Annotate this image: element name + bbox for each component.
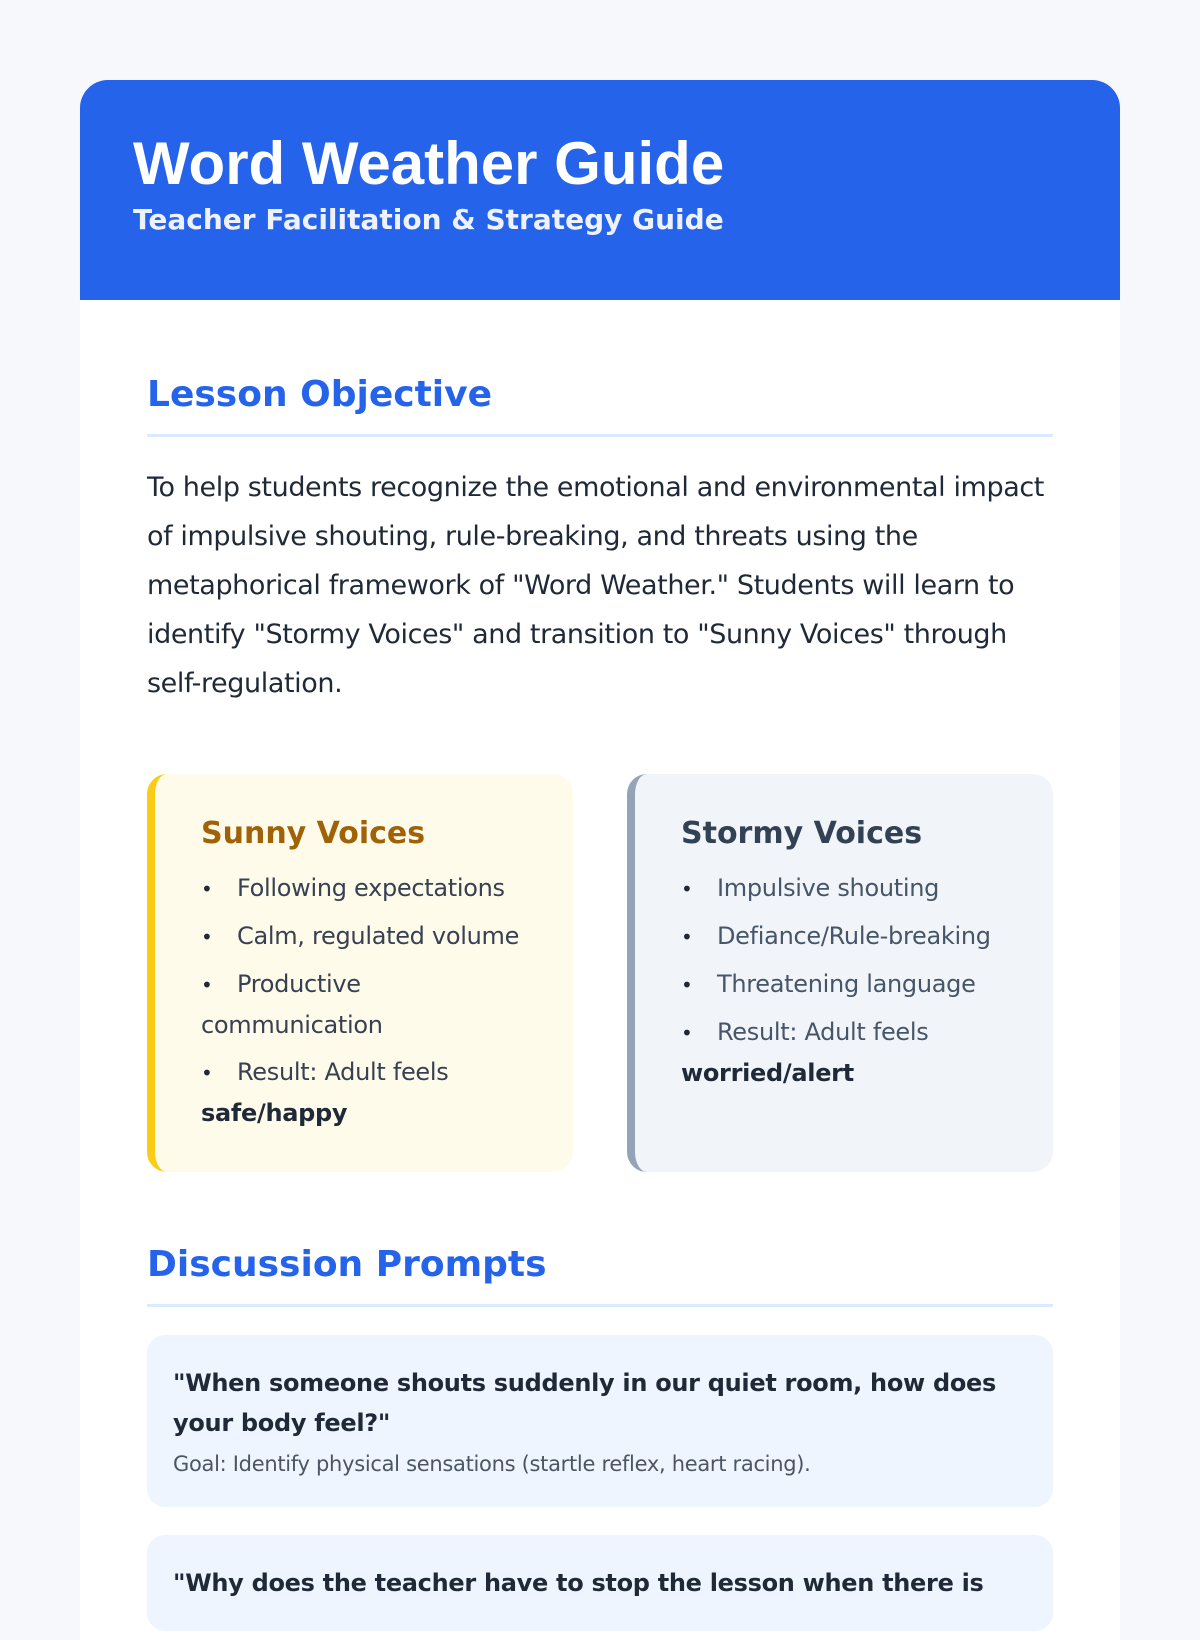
discussion-divider <box>147 1304 1053 1307</box>
sunny-voices-heading: Sunny Voices <box>201 816 426 851</box>
list-item: • Calm, regulated volume <box>201 916 543 957</box>
objective-heading: Lesson Objective <box>147 374 493 415</box>
list-item: • Threatening language <box>681 964 1023 1005</box>
bullet-icon: • <box>201 925 213 949</box>
voice-columns <box>147 774 1053 1172</box>
stormy-voices-list <box>681 868 1023 1093</box>
list-item: • Result: Adult feels worried/alert <box>681 1012 1023 1093</box>
sunny-voices-box <box>147 774 573 1172</box>
stormy-result-value: worried/alert <box>681 1059 854 1087</box>
stormy-voices-box <box>627 774 1053 1172</box>
bullet-icon: • <box>201 1061 213 1085</box>
sunny-voices-list <box>201 868 543 1133</box>
prompt-question: "When someone shouts suddenly in our quiet room, how does your body feel?" <box>173 1369 996 1437</box>
list-item: • Impulsive shouting <box>681 868 1023 909</box>
list-item: • Result: Adult feels safe/happy <box>201 1052 543 1133</box>
page-title: Word Weather Guide <box>133 130 725 197</box>
guide-content <box>80 372 1120 1631</box>
list-item: • Productive communication <box>201 964 543 1045</box>
discussion-prompt-card <box>147 1335 1053 1507</box>
bullet-icon: • <box>681 877 693 901</box>
objective-text: To help students recognize the emotional and environmental impact of impulsive shouting, rule-breaking, and threats using the metaphorical framework of "Word Weather." Students will learn to identify "Stormy Voices" and transition to "Sunny Voices" through self-regulation. <box>147 472 1044 699</box>
sunny-result-value: safe/happy <box>201 1099 348 1127</box>
prompt-question: "Why does the teacher have to stop the lesson when there is <box>173 1569 984 1597</box>
bullet-icon: • <box>201 973 213 997</box>
bullet-icon: • <box>681 973 693 997</box>
prompt-goal: Goal: Identify physical sensations (startle reflex, heart racing). <box>173 1452 811 1476</box>
guide-card <box>80 80 1120 1640</box>
objective-divider <box>147 434 1053 437</box>
bullet-icon: • <box>201 877 213 901</box>
bullet-icon: • <box>681 925 693 949</box>
bullet-icon: • <box>681 1021 693 1045</box>
list-item: • Defiance/Rule-breaking <box>681 916 1023 957</box>
stormy-voices-heading: Stormy Voices <box>681 816 923 851</box>
list-item: • Following expectations <box>201 868 543 909</box>
page-subtitle: Teacher Facilitation & Strategy Guide <box>133 203 724 236</box>
discussion-heading: Discussion Prompts <box>147 1244 547 1285</box>
guide-header <box>80 80 1120 300</box>
discussion-prompt-card <box>147 1535 1053 1631</box>
